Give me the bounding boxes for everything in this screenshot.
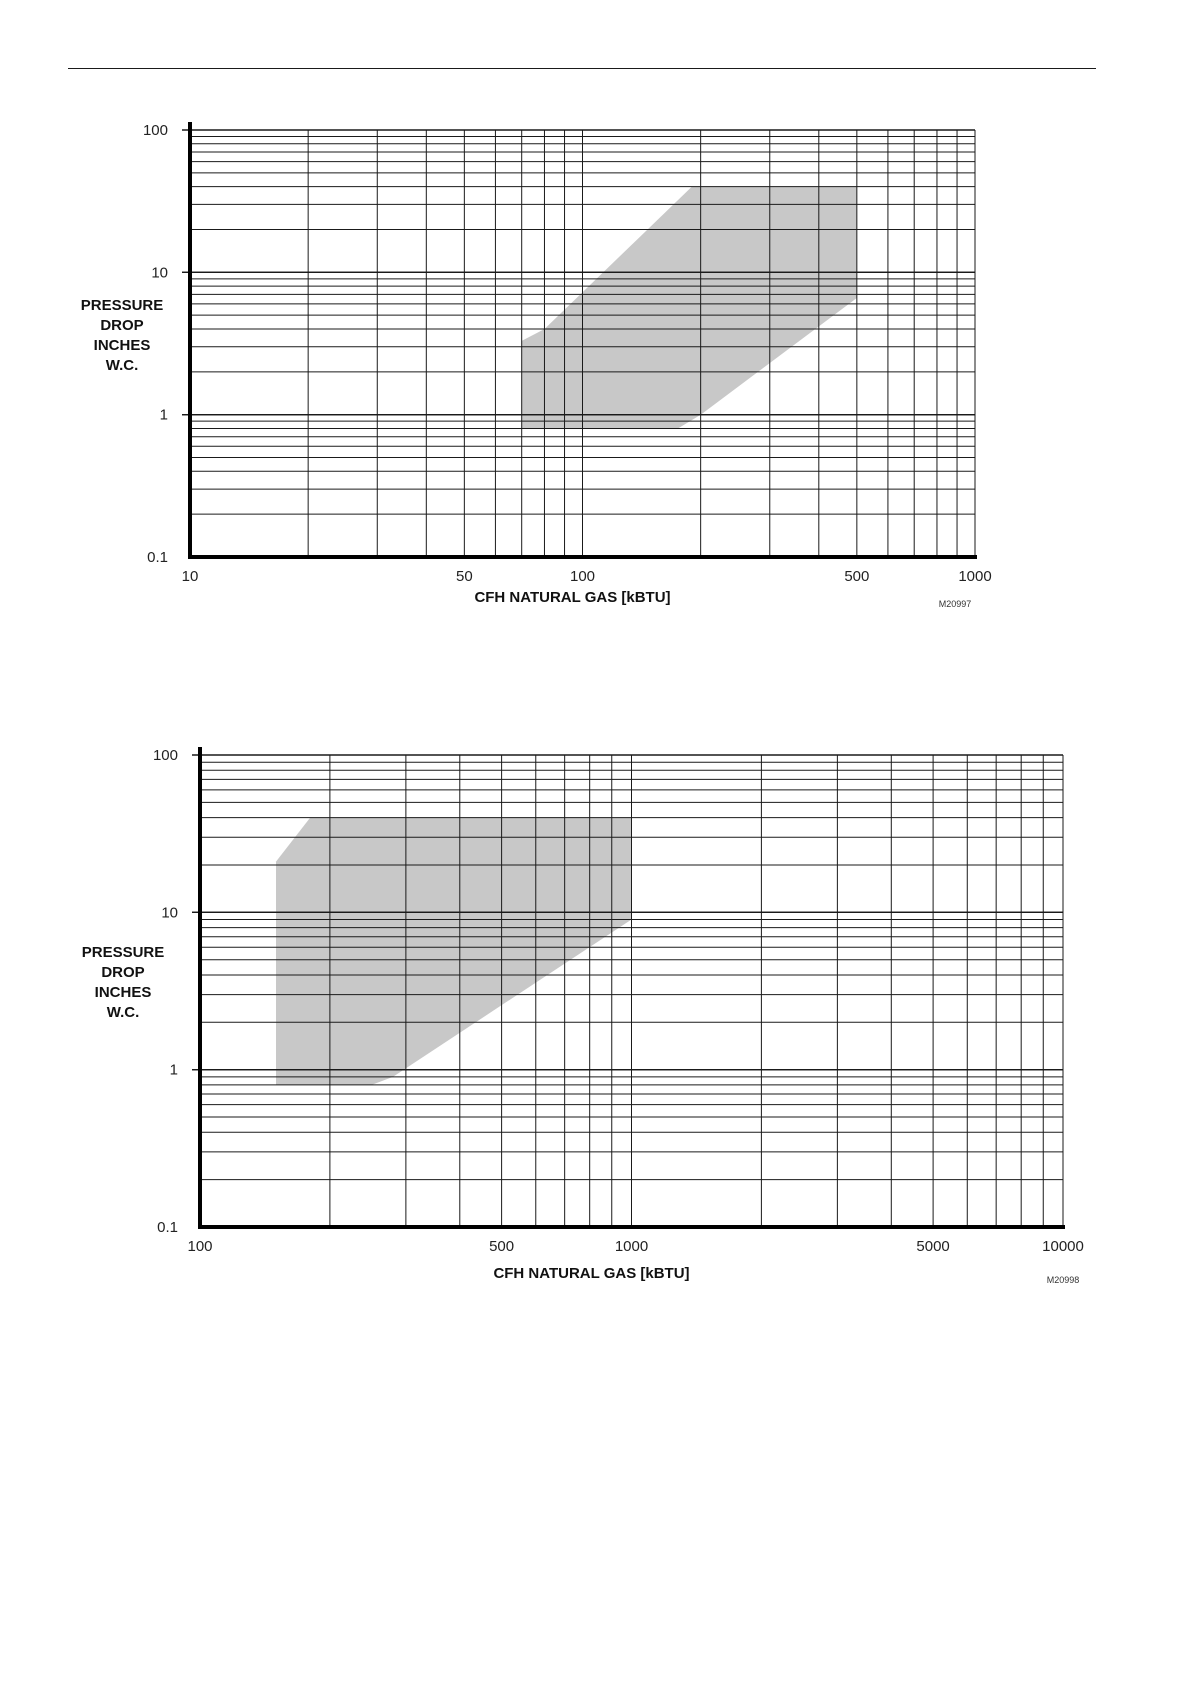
x-tick-label: 10000 bbox=[1042, 1238, 1084, 1255]
y-axis-title-line: W.C. bbox=[105, 357, 139, 374]
chart-1-group bbox=[81, 122, 992, 609]
y-tick-label: 0.1 bbox=[147, 549, 168, 566]
figure-code: M20997 bbox=[938, 599, 972, 609]
shaded-region bbox=[522, 187, 857, 429]
y-tick-label: 10 bbox=[151, 264, 168, 282]
shaded-region bbox=[276, 818, 632, 1085]
x-tick-label: 1000 bbox=[614, 1238, 649, 1255]
y-axis-title-line: INCHES bbox=[93, 337, 151, 354]
y-axis-title-line: PRESSURE bbox=[80, 297, 164, 314]
y-tick-label: 10 bbox=[161, 904, 178, 922]
x-tick-label: 50 bbox=[456, 568, 473, 585]
x-tick-label: 500 bbox=[489, 1238, 515, 1255]
x-tick-label: 10 bbox=[181, 568, 199, 585]
x-axis-title: CFH NATURAL GAS [kBTU] bbox=[474, 589, 671, 606]
x-tick-label: 100 bbox=[187, 1238, 213, 1255]
x-tick-label: 500 bbox=[844, 568, 870, 585]
x-axis-title: CFH NATURAL GAS [kBTU] bbox=[493, 1265, 690, 1282]
chart-2-group bbox=[82, 747, 1084, 1285]
y-tick-label: 100 bbox=[152, 747, 178, 764]
y-tick-label: 0.1 bbox=[157, 1219, 178, 1236]
y-tick-label: 1 bbox=[159, 406, 168, 424]
x-tick-label: 100 bbox=[569, 568, 596, 585]
y-axis-title-line: PRESSURE bbox=[81, 944, 165, 961]
y-tick-label: 100 bbox=[142, 122, 168, 139]
y-tick-label: 1 bbox=[169, 1061, 178, 1079]
y-axis-title-line: DROP bbox=[101, 964, 145, 981]
y-axis-title-line: W.C. bbox=[106, 1004, 140, 1021]
y-axis-title-line: DROP bbox=[100, 317, 144, 334]
x-tick-label: 1000 bbox=[958, 568, 992, 585]
figure-code: M20998 bbox=[1046, 1275, 1080, 1285]
x-tick-label: 5000 bbox=[916, 1238, 950, 1255]
y-axis-title-line: INCHES bbox=[94, 984, 152, 1001]
